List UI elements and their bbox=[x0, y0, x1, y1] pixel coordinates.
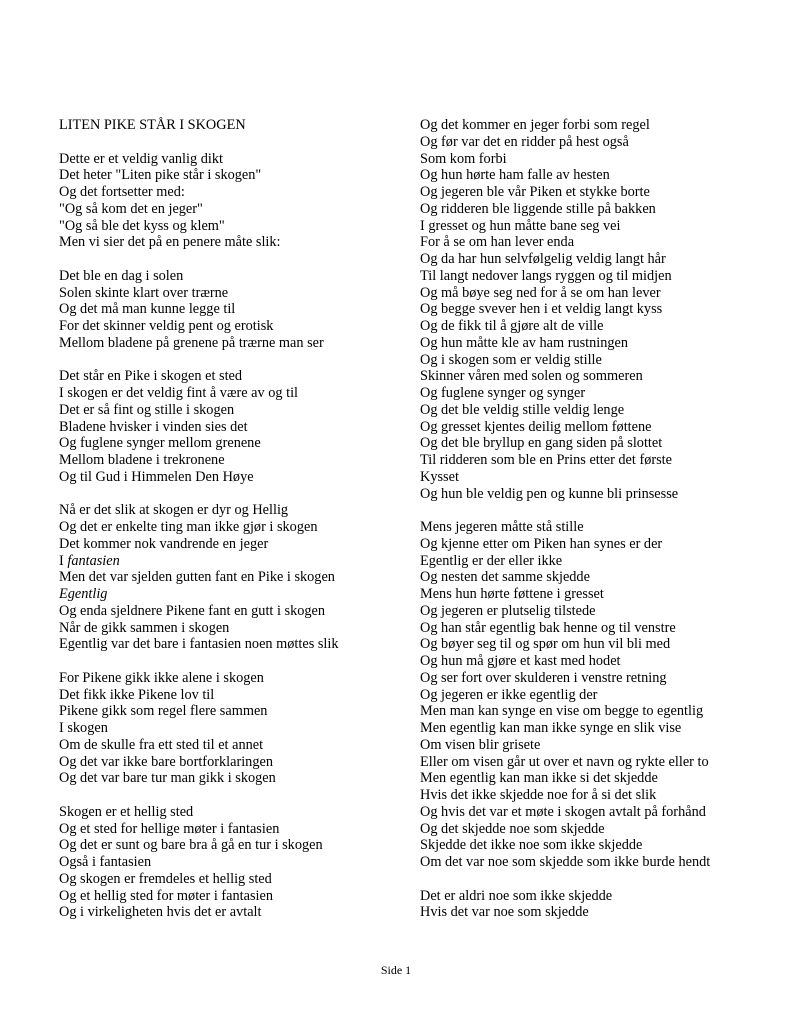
text-line bbox=[59, 151, 409, 168]
text-line bbox=[420, 904, 780, 921]
line-text: Og hvis det var et møte i skogen avtalt på forhånd bbox=[420, 803, 706, 820]
line-text: Nå er det slik at skogen er dyr og Hellig bbox=[59, 502, 289, 519]
line-text: Og før var det en ridder på hest også bbox=[420, 133, 629, 150]
line-text: Og det er sunt og bare bra å gå en tur i skogen bbox=[59, 837, 323, 854]
text-line bbox=[420, 167, 780, 184]
line-text: I skogen bbox=[59, 720, 108, 736]
text-line bbox=[59, 268, 409, 285]
text-line bbox=[420, 519, 780, 536]
line-text: Og begge svever hen i et veldig langt kyss bbox=[420, 301, 663, 318]
line-text: Men vi sier det på en penere måte slik: bbox=[59, 234, 281, 251]
text-line bbox=[420, 804, 780, 821]
text-line bbox=[420, 201, 780, 218]
line-text: Egentlig var det bare i fantasien noen møttes slik bbox=[59, 636, 339, 653]
italic-text: fantasien bbox=[67, 552, 120, 569]
line-text: Skjedde det ikke noe som ikke skjedde bbox=[420, 837, 643, 854]
text-line bbox=[420, 854, 780, 871]
text-line bbox=[59, 285, 409, 302]
line-text: Skogen er et hellig sted bbox=[59, 803, 194, 820]
line-text: Til ridderen som ble en Prins etter det første bbox=[420, 452, 673, 468]
line-text: Til langt nedover langs ryggen og til midjen bbox=[420, 267, 672, 284]
line-text: Og gresset kjentes deilig mellom føttene bbox=[420, 418, 652, 435]
blank-line bbox=[59, 134, 409, 151]
text-line bbox=[420, 888, 780, 905]
line-text: Men egentlig kan man ikke synge en slik vise bbox=[420, 720, 682, 736]
text-line bbox=[59, 854, 409, 871]
text-line bbox=[59, 687, 409, 704]
text-line bbox=[420, 419, 780, 436]
text-line bbox=[420, 335, 780, 352]
page-number: Side 1 bbox=[380, 963, 412, 977]
text-line bbox=[59, 519, 409, 536]
text-line bbox=[59, 452, 409, 469]
text-line bbox=[420, 452, 780, 469]
line-text: Og i skogen som er veldig stille bbox=[420, 351, 602, 368]
text-line bbox=[420, 770, 780, 787]
text-line bbox=[420, 703, 780, 720]
text-line bbox=[59, 234, 409, 251]
line-text: Kysset bbox=[420, 468, 459, 485]
line-text: Og det fortsetter med: bbox=[59, 184, 185, 200]
text-line bbox=[59, 301, 409, 318]
text-line bbox=[59, 670, 409, 687]
text-line bbox=[59, 837, 409, 854]
line-text: Og skogen er fremdeles et hellig sted bbox=[59, 870, 272, 887]
text-line bbox=[420, 234, 780, 251]
line-text: Også i fantasien bbox=[59, 854, 152, 870]
text-line bbox=[420, 486, 780, 503]
line-text: Når de gikk sammen i skogen bbox=[59, 619, 230, 636]
blank-line bbox=[59, 352, 409, 369]
blank-line bbox=[59, 486, 409, 503]
text-line bbox=[420, 151, 780, 168]
blank-line bbox=[59, 251, 409, 268]
line-text: Hvis det var noe som skjedde bbox=[420, 904, 589, 921]
line-text: Og hun ble veldig pen og kunne bli prinsesse bbox=[420, 485, 679, 502]
blank-line bbox=[420, 871, 780, 888]
line-text: Eller om visen går ut over et navn og rykte eller to bbox=[420, 753, 709, 770]
text-line bbox=[420, 586, 780, 603]
text-line bbox=[420, 469, 780, 486]
text-line bbox=[420, 787, 780, 804]
line-text: I gresset og hun måtte bane seg vei bbox=[420, 217, 621, 234]
line-text: Og må bøye seg ned for å se om han lever bbox=[420, 284, 661, 301]
line-text: I bbox=[59, 552, 68, 569]
line-text: Mellom bladene i trekronene bbox=[59, 452, 225, 468]
text-line bbox=[59, 435, 409, 452]
line-text: Og hun hørte ham falle av hesten bbox=[420, 167, 610, 184]
text-line bbox=[59, 201, 409, 218]
line-text: Og jegeren er plutselig tilstede bbox=[420, 602, 596, 619]
line-text: Pikene gikk som regel flere sammen bbox=[59, 703, 268, 720]
text-line bbox=[420, 218, 780, 235]
line-text: Hvis det ikke skjedde noe for å si det slik bbox=[420, 787, 657, 803]
line-text: Og det var ikke bare bortforklaringen bbox=[59, 753, 273, 770]
text-line bbox=[420, 251, 780, 268]
text-line bbox=[420, 837, 780, 854]
text-line bbox=[420, 720, 780, 737]
line-text: Og ridderen ble liggende stille på bakken bbox=[420, 200, 656, 217]
text-line bbox=[420, 620, 780, 637]
text-line bbox=[420, 821, 780, 838]
line-text: Skinner våren med solen og sommeren bbox=[420, 368, 643, 385]
blank-line bbox=[59, 787, 409, 804]
text-line bbox=[420, 402, 780, 419]
text-line bbox=[59, 804, 409, 821]
text-line bbox=[59, 218, 409, 235]
left-text-column bbox=[59, 117, 409, 921]
line-text: Mellom bladene på grenene på trærne man ser bbox=[59, 334, 324, 351]
text-line bbox=[59, 553, 409, 570]
right-text-column bbox=[420, 117, 780, 921]
line-text: Det ble en dag i solen bbox=[59, 267, 184, 284]
text-line bbox=[420, 670, 780, 687]
text-line bbox=[59, 620, 409, 637]
line-text: Mens jegeren måtte stå stille bbox=[420, 519, 584, 535]
line-text: Det er så fint og stille i skogen bbox=[59, 401, 235, 418]
text-line bbox=[420, 536, 780, 553]
text-line bbox=[420, 134, 780, 151]
text-line bbox=[59, 536, 409, 553]
line-text: Og fuglene synger og synger bbox=[420, 385, 586, 401]
line-text: Og i virkeligheten hvis det er avtalt bbox=[59, 904, 262, 921]
line-text: Men egentlig kan man ikke si det skjedde bbox=[420, 770, 658, 787]
blank-line bbox=[420, 502, 780, 519]
line-text: Og et sted for hellige møter i fantasien bbox=[59, 820, 280, 837]
line-text: Og nesten det samme skjedde bbox=[420, 569, 590, 586]
text-line bbox=[59, 184, 409, 201]
text-line bbox=[59, 385, 409, 402]
text-line bbox=[420, 184, 780, 201]
line-text: For det skinner veldig pent og erotisk bbox=[59, 318, 274, 334]
line-text: Men det var sjelden gutten fant en Pike i skogen bbox=[59, 569, 335, 586]
text-line bbox=[59, 586, 409, 603]
line-text: Og han står egentlig bak henne og til venstre bbox=[420, 619, 676, 636]
line-text: Og jegeren ble vår Piken et stykke borte bbox=[420, 184, 650, 200]
text-line bbox=[59, 117, 409, 134]
text-line bbox=[420, 435, 780, 452]
text-line bbox=[59, 636, 409, 653]
line-text: Og et hellig sted for møter i fantasien bbox=[59, 887, 273, 904]
blank-line bbox=[59, 653, 409, 670]
text-line bbox=[59, 419, 409, 436]
line-text: Og det ble veldig stille veldig lenge bbox=[420, 401, 625, 418]
text-line bbox=[59, 737, 409, 754]
line-text: Om det var noe som skjedde som ikke burde hendt bbox=[420, 854, 711, 870]
text-line bbox=[420, 301, 780, 318]
line-text: Om de skulle fra ett sted til et annet bbox=[59, 736, 264, 753]
text-line bbox=[420, 368, 780, 385]
line-text: Dette er et veldig vanlig dikt bbox=[59, 150, 223, 167]
line-text: Og fuglene synger mellom grenene bbox=[59, 435, 261, 452]
text-line bbox=[420, 687, 780, 704]
line-text: Og det skjedde noe som skjedde bbox=[420, 820, 605, 837]
line-text: Og bøyer seg til og spør om hun vil bli med bbox=[420, 636, 671, 653]
line-text: Og de fikk til å gjøre alt de ville bbox=[420, 318, 604, 334]
line-text: Og ser fort over skulderen i venstre retning bbox=[420, 669, 667, 686]
line-text: Og da har hun selvfølgelig veldig langt hår bbox=[420, 251, 666, 267]
text-line bbox=[59, 904, 409, 921]
text-line bbox=[420, 636, 780, 653]
line-text: LITEN PIKE STÅR I SKOGEN bbox=[59, 117, 246, 133]
line-text: Det står en Pike i skogen et sted bbox=[59, 368, 243, 385]
text-line bbox=[420, 285, 780, 302]
line-text: Og kjenne etter om Piken han synes er der bbox=[420, 535, 663, 552]
text-line bbox=[59, 821, 409, 838]
line-text: Om visen blir grisete bbox=[420, 736, 541, 753]
line-text: For å se om han lever enda bbox=[420, 234, 575, 251]
text-line bbox=[59, 335, 409, 352]
line-text: Egentlig er der eller ikke bbox=[420, 552, 563, 569]
line-text: I skogen er det veldig fint å være av og til bbox=[59, 385, 299, 401]
text-line bbox=[59, 368, 409, 385]
line-text: Men man kan synge en vise om begge to egentlig bbox=[420, 703, 704, 720]
text-line bbox=[59, 167, 409, 184]
line-text: Og hun måtte kle av ham rustningen bbox=[420, 334, 629, 351]
line-text: Og hun må gjøre et kast med hodet bbox=[420, 653, 621, 669]
line-text: Bladene hvisker i vinden sies det bbox=[59, 418, 248, 435]
text-line bbox=[59, 318, 409, 335]
text-line bbox=[59, 720, 409, 737]
text-line bbox=[59, 770, 409, 787]
line-text: Og jegeren er ikke egentlig der bbox=[420, 686, 598, 703]
text-line bbox=[59, 703, 409, 720]
line-text: Det heter "Liten pike står i skogen" bbox=[59, 167, 262, 184]
line-text: Og det er enkelte ting man ikke gjør i skogen bbox=[59, 519, 318, 535]
text-line bbox=[59, 569, 409, 586]
text-line bbox=[420, 117, 780, 134]
text-line bbox=[420, 603, 780, 620]
line-text: "Og så kom det en jeger" bbox=[59, 200, 203, 217]
line-text: Det er aldri noe som ikke skjedde bbox=[420, 887, 613, 904]
line-text: Og til Gud i Himmelen Den Høye bbox=[59, 468, 254, 485]
text-line bbox=[59, 402, 409, 419]
line-text: Og enda sjeldnere Pikene fant en gutt i skogen bbox=[59, 602, 326, 619]
text-line bbox=[59, 871, 409, 888]
text-line bbox=[59, 754, 409, 771]
text-line bbox=[420, 653, 780, 670]
text-line bbox=[420, 352, 780, 369]
line-text: Og det var bare tur man gikk i skogen bbox=[59, 770, 276, 787]
line-text: Solen skinte klart over trærne bbox=[59, 284, 229, 301]
line-text: Det kommer nok vandrende en jeger bbox=[59, 535, 269, 552]
line-text: Mens hun hørte føttene i gresset bbox=[420, 586, 604, 602]
text-line bbox=[420, 318, 780, 335]
italic-text: Egentlig bbox=[59, 586, 108, 602]
text-line bbox=[420, 737, 780, 754]
line-text: Og det må man kunne legge til bbox=[59, 301, 236, 318]
line-text: Det fikk ikke Pikene lov til bbox=[59, 686, 215, 703]
text-line bbox=[59, 603, 409, 620]
text-line bbox=[420, 268, 780, 285]
text-line bbox=[420, 569, 780, 586]
line-text: Som kom forbi bbox=[420, 150, 507, 167]
line-text: "Og så ble det kyss og klem" bbox=[59, 217, 225, 234]
text-line bbox=[420, 754, 780, 771]
text-line bbox=[59, 888, 409, 905]
line-text: Og det kommer en jeger forbi som regel bbox=[420, 117, 650, 133]
text-line bbox=[420, 385, 780, 402]
text-line bbox=[420, 553, 780, 570]
text-line bbox=[59, 502, 409, 519]
line-text: Og det ble bryllup en gang siden på slottet bbox=[420, 435, 663, 452]
text-line bbox=[59, 469, 409, 486]
line-text: For Pikene gikk ikke alene i skogen bbox=[59, 669, 264, 686]
